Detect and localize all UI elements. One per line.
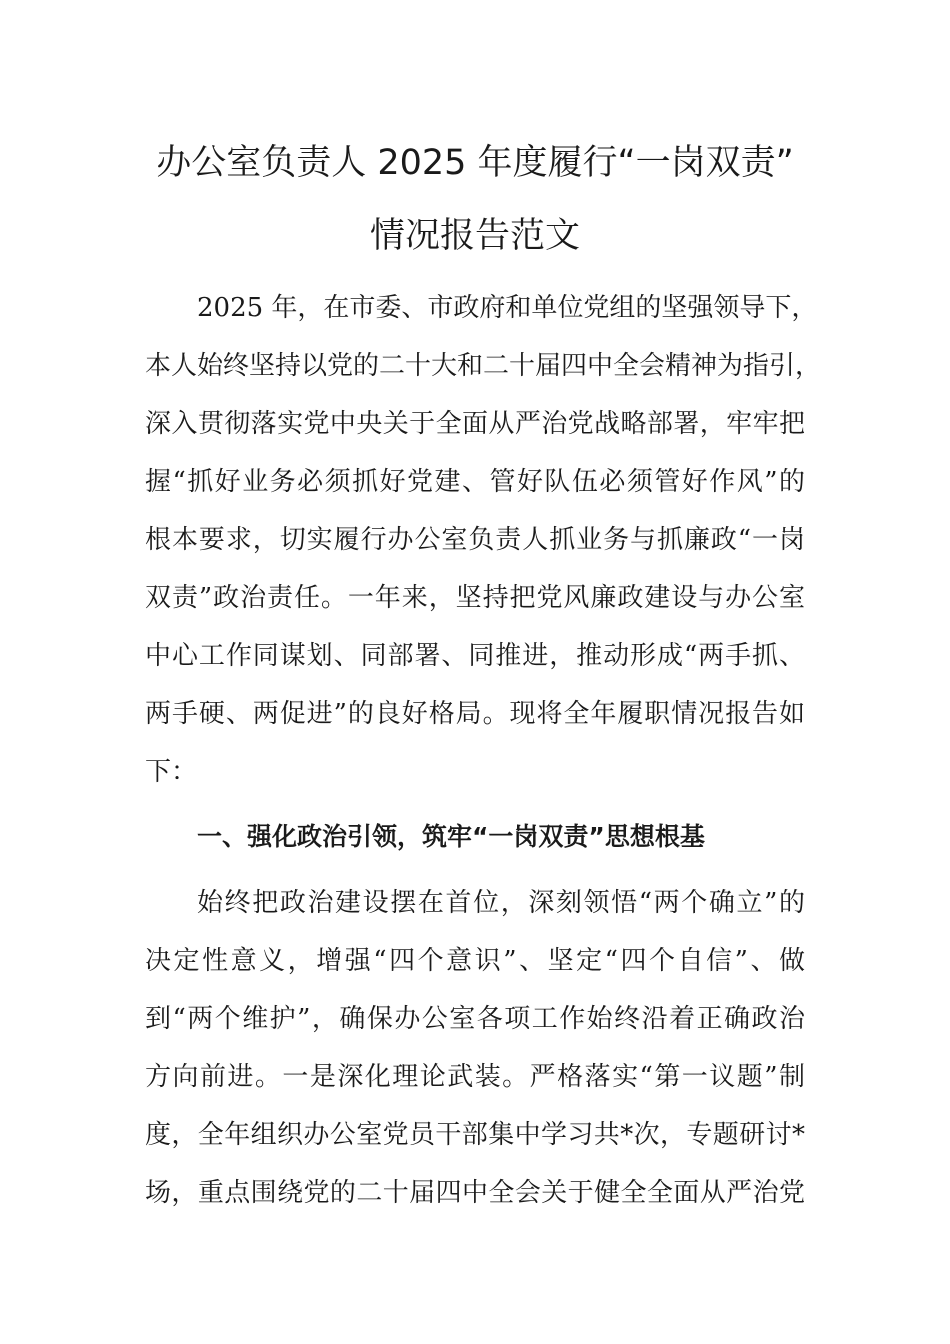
paragraph-1-line-6: 双责”政治责任。一年来，坚持把党风廉政建设与办公室 — [145, 583, 805, 613]
paragraph-1-line-4: 握“抓好业务必须抓好党建、管好队伍必须管好作风”的 — [145, 467, 805, 497]
section-1-line-3: 到“两个维护”，确保办公室各项工作始终沿着正确政治 — [145, 1004, 805, 1034]
paragraph-1-line-7: 中心工作同谋划、同部署、同推进，推动形成“两手抓、 — [145, 641, 805, 671]
section-1-heading: 一、强化政治引领，筑牢“一岗双责”思想根基 — [197, 822, 705, 851]
paragraph-1-line-5: 根本要求，切实履行办公室负责人抓业务与抓廉政“一岗 — [145, 525, 805, 555]
document-title-line-1: 办公室负责人 2025 年度履行“一岗双责” — [156, 143, 794, 183]
paragraph-1-line-3: 深入贯彻落实党中央关于全面从严治党战略部署，牢牢把 — [145, 409, 805, 439]
paragraph-1-line-2: 本人始终坚持以党的二十大和二十届四中全会精神为指引， — [145, 351, 822, 381]
section-1-line-5: 度，全年组织办公室党员干部集中学习共*次，专题研讨* — [145, 1120, 805, 1150]
paragraph-1-line-8: 两手硬、两促进”的良好格局。现将全年履职情况报告如 — [145, 699, 805, 729]
section-1-line-1: 始终把政治建设摆在首位，深刻领悟“两个确立”的 — [197, 888, 805, 918]
section-1-line-4: 方向前进。一是深化理论武装。严格落实“第一议题”制 — [145, 1062, 805, 1092]
paragraph-1-line-9: 下： — [145, 757, 198, 787]
paragraph-1-line-1: 2025 年，在市委、市政府和单位党组的坚强领导下， — [197, 293, 818, 323]
section-1-line-2: 决定性意义，增强“四个意识”、坚定“四个自信”、做 — [145, 946, 805, 976]
section-1-line-6: 场，重点围绕党的二十届四中全会关于健全全面从严治党 — [145, 1178, 805, 1208]
document-title-line-2: 情况报告范文 — [369, 216, 580, 256]
